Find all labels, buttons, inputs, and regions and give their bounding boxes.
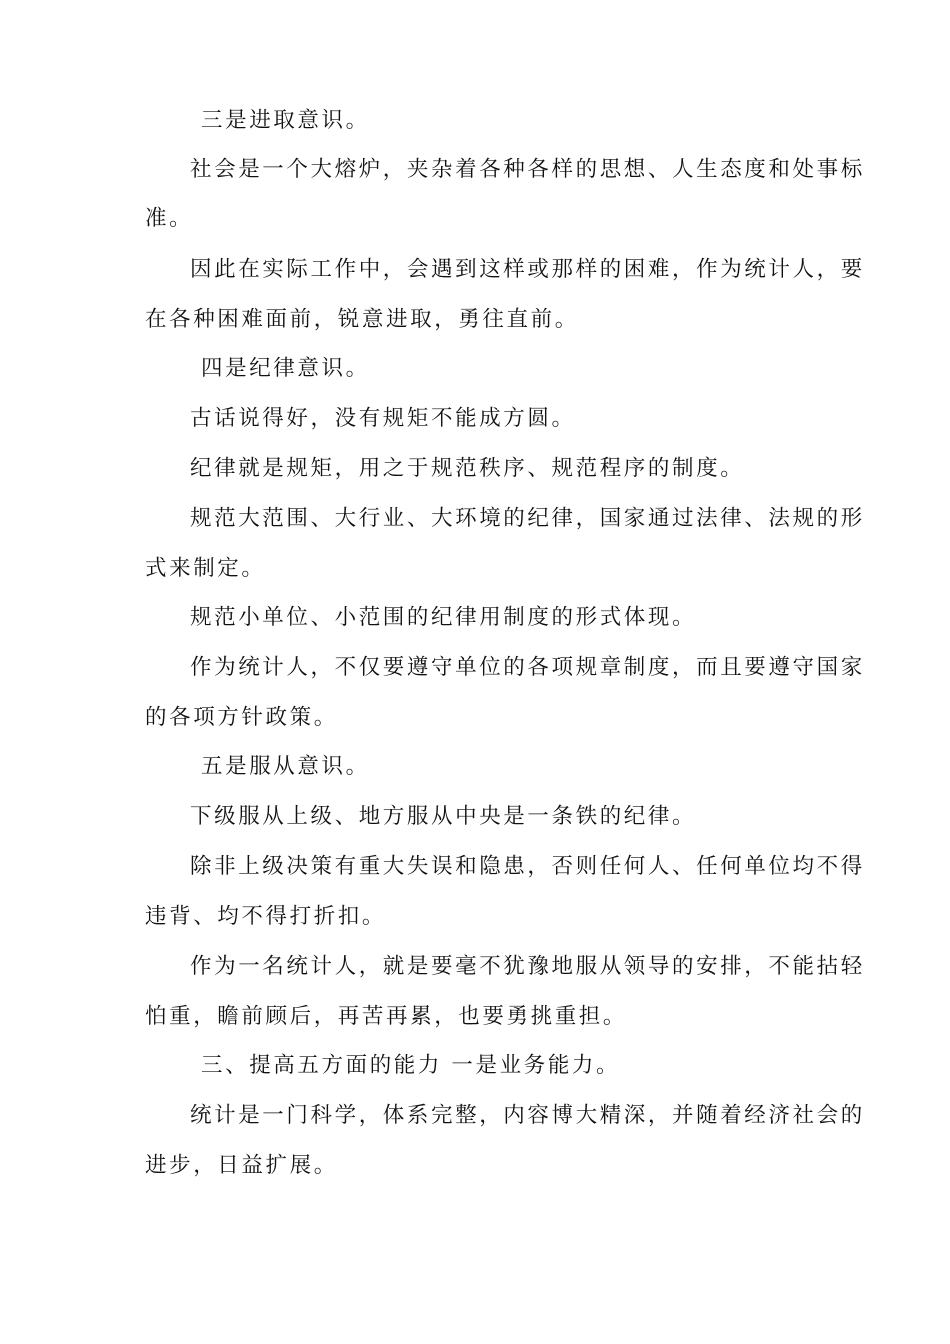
- paragraph-line: 式来制定。: [145, 556, 266, 581]
- paragraph-line: 纪律就是规矩，用之于规范秩序、规范程序的制度。: [190, 456, 745, 481]
- section-heading: 三是进取意识。: [201, 108, 370, 133]
- paragraph-line: 的各项方针政策。: [145, 705, 338, 730]
- paragraph-line: 违背、均不得打折扣。: [145, 904, 387, 929]
- paragraph-line: 社会是一个大熔炉，夹杂着各种各样的思想、人生态度和处事标: [190, 157, 865, 182]
- paragraph-line: 因此在实际工作中，会遇到这样或那样的困难，作为统计人，要: [190, 257, 865, 282]
- paragraph-line: 在各种困难面前，锐意进取，勇往直前。: [145, 307, 579, 332]
- paragraph-line: 作为一名统计人，就是要毫不犹豫地服从领导的安排，不能拈轻: [190, 954, 865, 979]
- paragraph-line: 规范大范围、大行业、大环境的纪律，国家通过法律、法规的形: [190, 506, 865, 531]
- section-heading: 三、提高五方面的能力 一是业务能力。: [201, 1053, 621, 1078]
- section-heading: 五是服从意识。: [201, 754, 370, 779]
- paragraph-line: 进步，日益扩展。: [145, 1153, 338, 1178]
- paragraph-line: 作为统计人，不仅要遵守单位的各项规章制度，而且要遵守国家: [190, 655, 865, 680]
- paragraph-line: 准。: [145, 206, 194, 231]
- paragraph-line: 统计是一门科学，体系完整，内容博大精深，并随着经济社会的: [190, 1103, 865, 1128]
- paragraph-line: 规范小单位、小范围的纪律用制度的形式体现。: [190, 605, 697, 630]
- paragraph-line: 古话说得好，没有规矩不能成方圆。: [190, 406, 576, 431]
- paragraph-line: 怕重，瞻前顾后，再苦再累，也要勇挑重担。: [145, 1004, 628, 1029]
- paragraph-line: 除非上级决策有重大失误和隐患，否则任何人、任何单位均不得: [190, 854, 865, 879]
- paragraph-line: 下级服从上级、地方服从中央是一条铁的纪律。: [190, 804, 697, 829]
- section-heading: 四是纪律意识。: [201, 356, 370, 381]
